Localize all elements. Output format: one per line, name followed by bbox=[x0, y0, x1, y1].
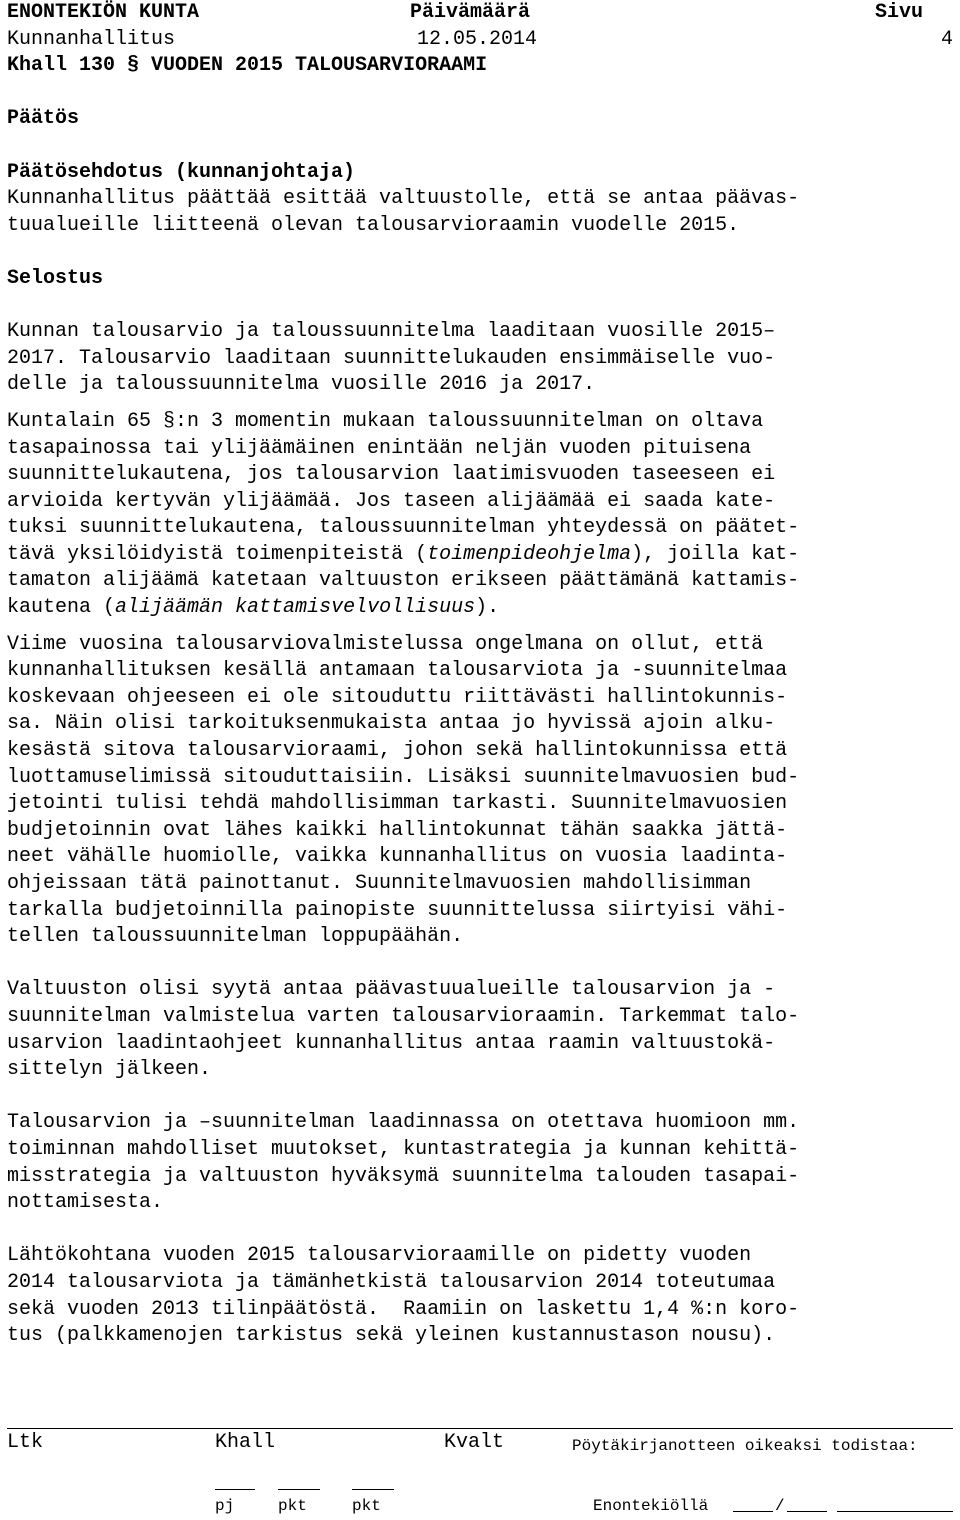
header-row-2 bbox=[7, 27, 953, 54]
text-line: Talousarvion ja –suunnitelman laadinnassa on otettava huomioon mm. bbox=[7, 1111, 800, 1135]
date-slash: / bbox=[775, 1497, 785, 1515]
paragraph-5 bbox=[7, 1110, 953, 1216]
text-line bbox=[7, 542, 953, 569]
text-line: toiminnan mahdolliset muutokset, kuntastrategia ja kunnan kehittä- bbox=[7, 1137, 800, 1161]
pkt-label: pkt bbox=[278, 1497, 307, 1515]
pj-label: pj bbox=[215, 1497, 235, 1515]
proposal-heading: Päätösehdotus (kunnanjohtaja) bbox=[7, 160, 356, 184]
footer-khall: Khall bbox=[215, 1431, 276, 1454]
pkt-label: pkt bbox=[352, 1497, 381, 1515]
meeting-date: 12.05.2014 bbox=[417, 27, 538, 51]
text-line: budjetoinnin ovat lähes kaikki hallintokunnat tähän saakka jättä- bbox=[7, 818, 788, 842]
footer-certify: Pöytäkirjanotteen oikeaksi todistaa: bbox=[572, 1437, 918, 1455]
text-line: sekä vuoden 2013 tilinpäätöstä. Raamiin on laskettu 1,4 %:n koro- bbox=[7, 1297, 800, 1321]
paragraph-1 bbox=[7, 319, 953, 399]
text-line: ohjeissaan tätä painottanut. Suunnitelmavuosien mahdollisimman bbox=[7, 872, 752, 895]
text-line: tarkalla budjetoinnilla painopiste suunnittelussa siirtyisi vähi- bbox=[7, 898, 788, 922]
header-row-1 bbox=[7, 0, 953, 27]
proposal-line: Kunnanhallitus päättää esittää valtuustolle, että se antaa päävas- bbox=[7, 187, 800, 211]
page-label: Sivu bbox=[875, 1, 924, 24]
month-line bbox=[787, 1511, 827, 1512]
text-line: Viime vuosina talousarviovalmistelussa ongelmana on ollut, että bbox=[7, 632, 764, 656]
section-title: Khall 130 § VUODEN 2015 TALOUSARVIORAAMI bbox=[7, 54, 488, 78]
org-name: ENONTEKIÖN KUNTA bbox=[7, 1, 200, 24]
text-line: Kunnan talousarvio ja taloussuunnitelma laaditaan vuosille 2015– bbox=[7, 320, 776, 344]
text-line: Kuntalain 65 §:n 3 momentin mukaan taloussuunnitelman on oltava bbox=[7, 409, 764, 433]
text-line: suunnittelukautena, jos talousarvion laatimisvuoden taseeseen ei bbox=[7, 463, 776, 487]
text-line: luottamuselimissä sitouduttaisiin. Lisäksi suunnitelmavuosien bud- bbox=[7, 765, 800, 789]
footer-divider bbox=[7, 1428, 953, 1429]
italic-term: toimenpideohjelma bbox=[427, 542, 632, 566]
paragraph-2 bbox=[7, 409, 953, 622]
text-line: delle ja taloussuunnitelma vuosille 2016 ja 2017. bbox=[7, 373, 596, 397]
place-label: Enontekiöllä bbox=[593, 1497, 709, 1515]
pkt2-line bbox=[352, 1489, 394, 1490]
signature-line bbox=[837, 1511, 953, 1512]
text-line bbox=[7, 595, 953, 622]
text-line: kesästä sitova talousarvioraami, johon sekä hallintokunnissa että bbox=[7, 739, 788, 763]
text-line: sa. Näin olisi tarkoituksenmukaista antaa jo hyvissä ajoin alku- bbox=[7, 712, 776, 736]
text-line: Lähtökohtana vuoden 2015 talousarvioraamille on pidetty vuoden bbox=[7, 1244, 752, 1268]
text-line: tuksi suunnittelukautena, taloussuunnitelman yhteydessä on päätet- bbox=[7, 516, 800, 540]
footer bbox=[7, 1428, 953, 1458]
text-segment: tävä yksilöidyistä toimenpiteistä ( bbox=[7, 542, 428, 566]
footer-row bbox=[7, 1430, 953, 1460]
text-line: tus (palkkamenojen tarkistus sekä yleinen kustannustason nousu). bbox=[7, 1324, 776, 1348]
text-line: nottamisesta. bbox=[7, 1191, 164, 1215]
decision-heading: Päätös bbox=[7, 107, 80, 131]
proposal-line: tuualueille liitteenä olevan talousarvioraamin vuodelle 2015. bbox=[7, 213, 740, 237]
paragraph-3 bbox=[7, 632, 953, 951]
text-line: arvioida kertyvän ylijäämää. Jos taseen alijäämää ei saada kate- bbox=[7, 489, 776, 513]
body-name: Kunnanhallitus bbox=[7, 27, 176, 51]
date-label: Päivämäärä bbox=[410, 1, 531, 24]
footer-kvalt: Kvalt bbox=[444, 1431, 505, 1454]
text-line: koskevaan ohjeeseen ei ole sitouduttu riittävästi hallintokunnis- bbox=[7, 685, 788, 709]
italic-term: alijäämän kattamisvelvollisuus bbox=[115, 596, 476, 620]
text-segment: kautena ( bbox=[7, 596, 116, 620]
signature-area bbox=[7, 1473, 953, 1513]
text-line: Valtuuston olisi syytä antaa päävastuualueille talousarvion ja - bbox=[7, 978, 776, 1002]
day-line bbox=[733, 1511, 773, 1512]
text-segment: ), joilla kat- bbox=[631, 542, 800, 566]
text-line: kunnanhallituksen kesällä antamaan talousarviota ja -suunnitelmaa bbox=[7, 659, 788, 683]
text-line: suunnitelman valmistelua varten talousarvioraamin. Tarkemmat talo- bbox=[7, 1004, 800, 1028]
paragraph-4 bbox=[7, 977, 953, 1083]
text-line: tellen taloussuunnitelman loppupäähän. bbox=[7, 925, 464, 949]
text-line: sittelyn jälkeen. bbox=[7, 1058, 212, 1082]
pkt1-line bbox=[278, 1489, 320, 1490]
text-line: 2017. Talousarvio laaditaan suunnittelukauden ensimmäiselle vuo- bbox=[7, 346, 776, 370]
text-line: usarvion laadintaohjeet kunnanhallitus antaa raamin valtuustokä- bbox=[7, 1031, 776, 1055]
text-line: tasapainossa tai ylijäämäinen enintään neljän vuoden pituisena bbox=[7, 436, 752, 460]
explanation-heading: Selostus bbox=[7, 266, 104, 290]
text-line: 2014 talousarviota ja tämänhetkistä talousarvion 2014 toteutumaa bbox=[7, 1270, 776, 1294]
text-line: neet vähälle huomiolle, vaikka kunnanhallitus on vuosia laadinta- bbox=[7, 845, 788, 869]
footer-ltk: Ltk bbox=[7, 1431, 44, 1454]
text-line: tamaton alijäämä katetaan valtuuston erikseen päättämänä kattamis- bbox=[7, 569, 800, 593]
text-segment: ). bbox=[475, 596, 500, 620]
document-page bbox=[7, 0, 953, 1350]
pj-line bbox=[215, 1489, 255, 1490]
text-line: misstrategia ja valtuuston hyväksymä suunnitelma talouden tasapai- bbox=[7, 1164, 800, 1188]
text-line: jetointi tulisi tehdä mahdollisimman tarkasti. Suunnitelmavuosien bbox=[7, 792, 788, 816]
paragraph-6 bbox=[7, 1243, 953, 1349]
page-number: 4 bbox=[941, 27, 954, 51]
